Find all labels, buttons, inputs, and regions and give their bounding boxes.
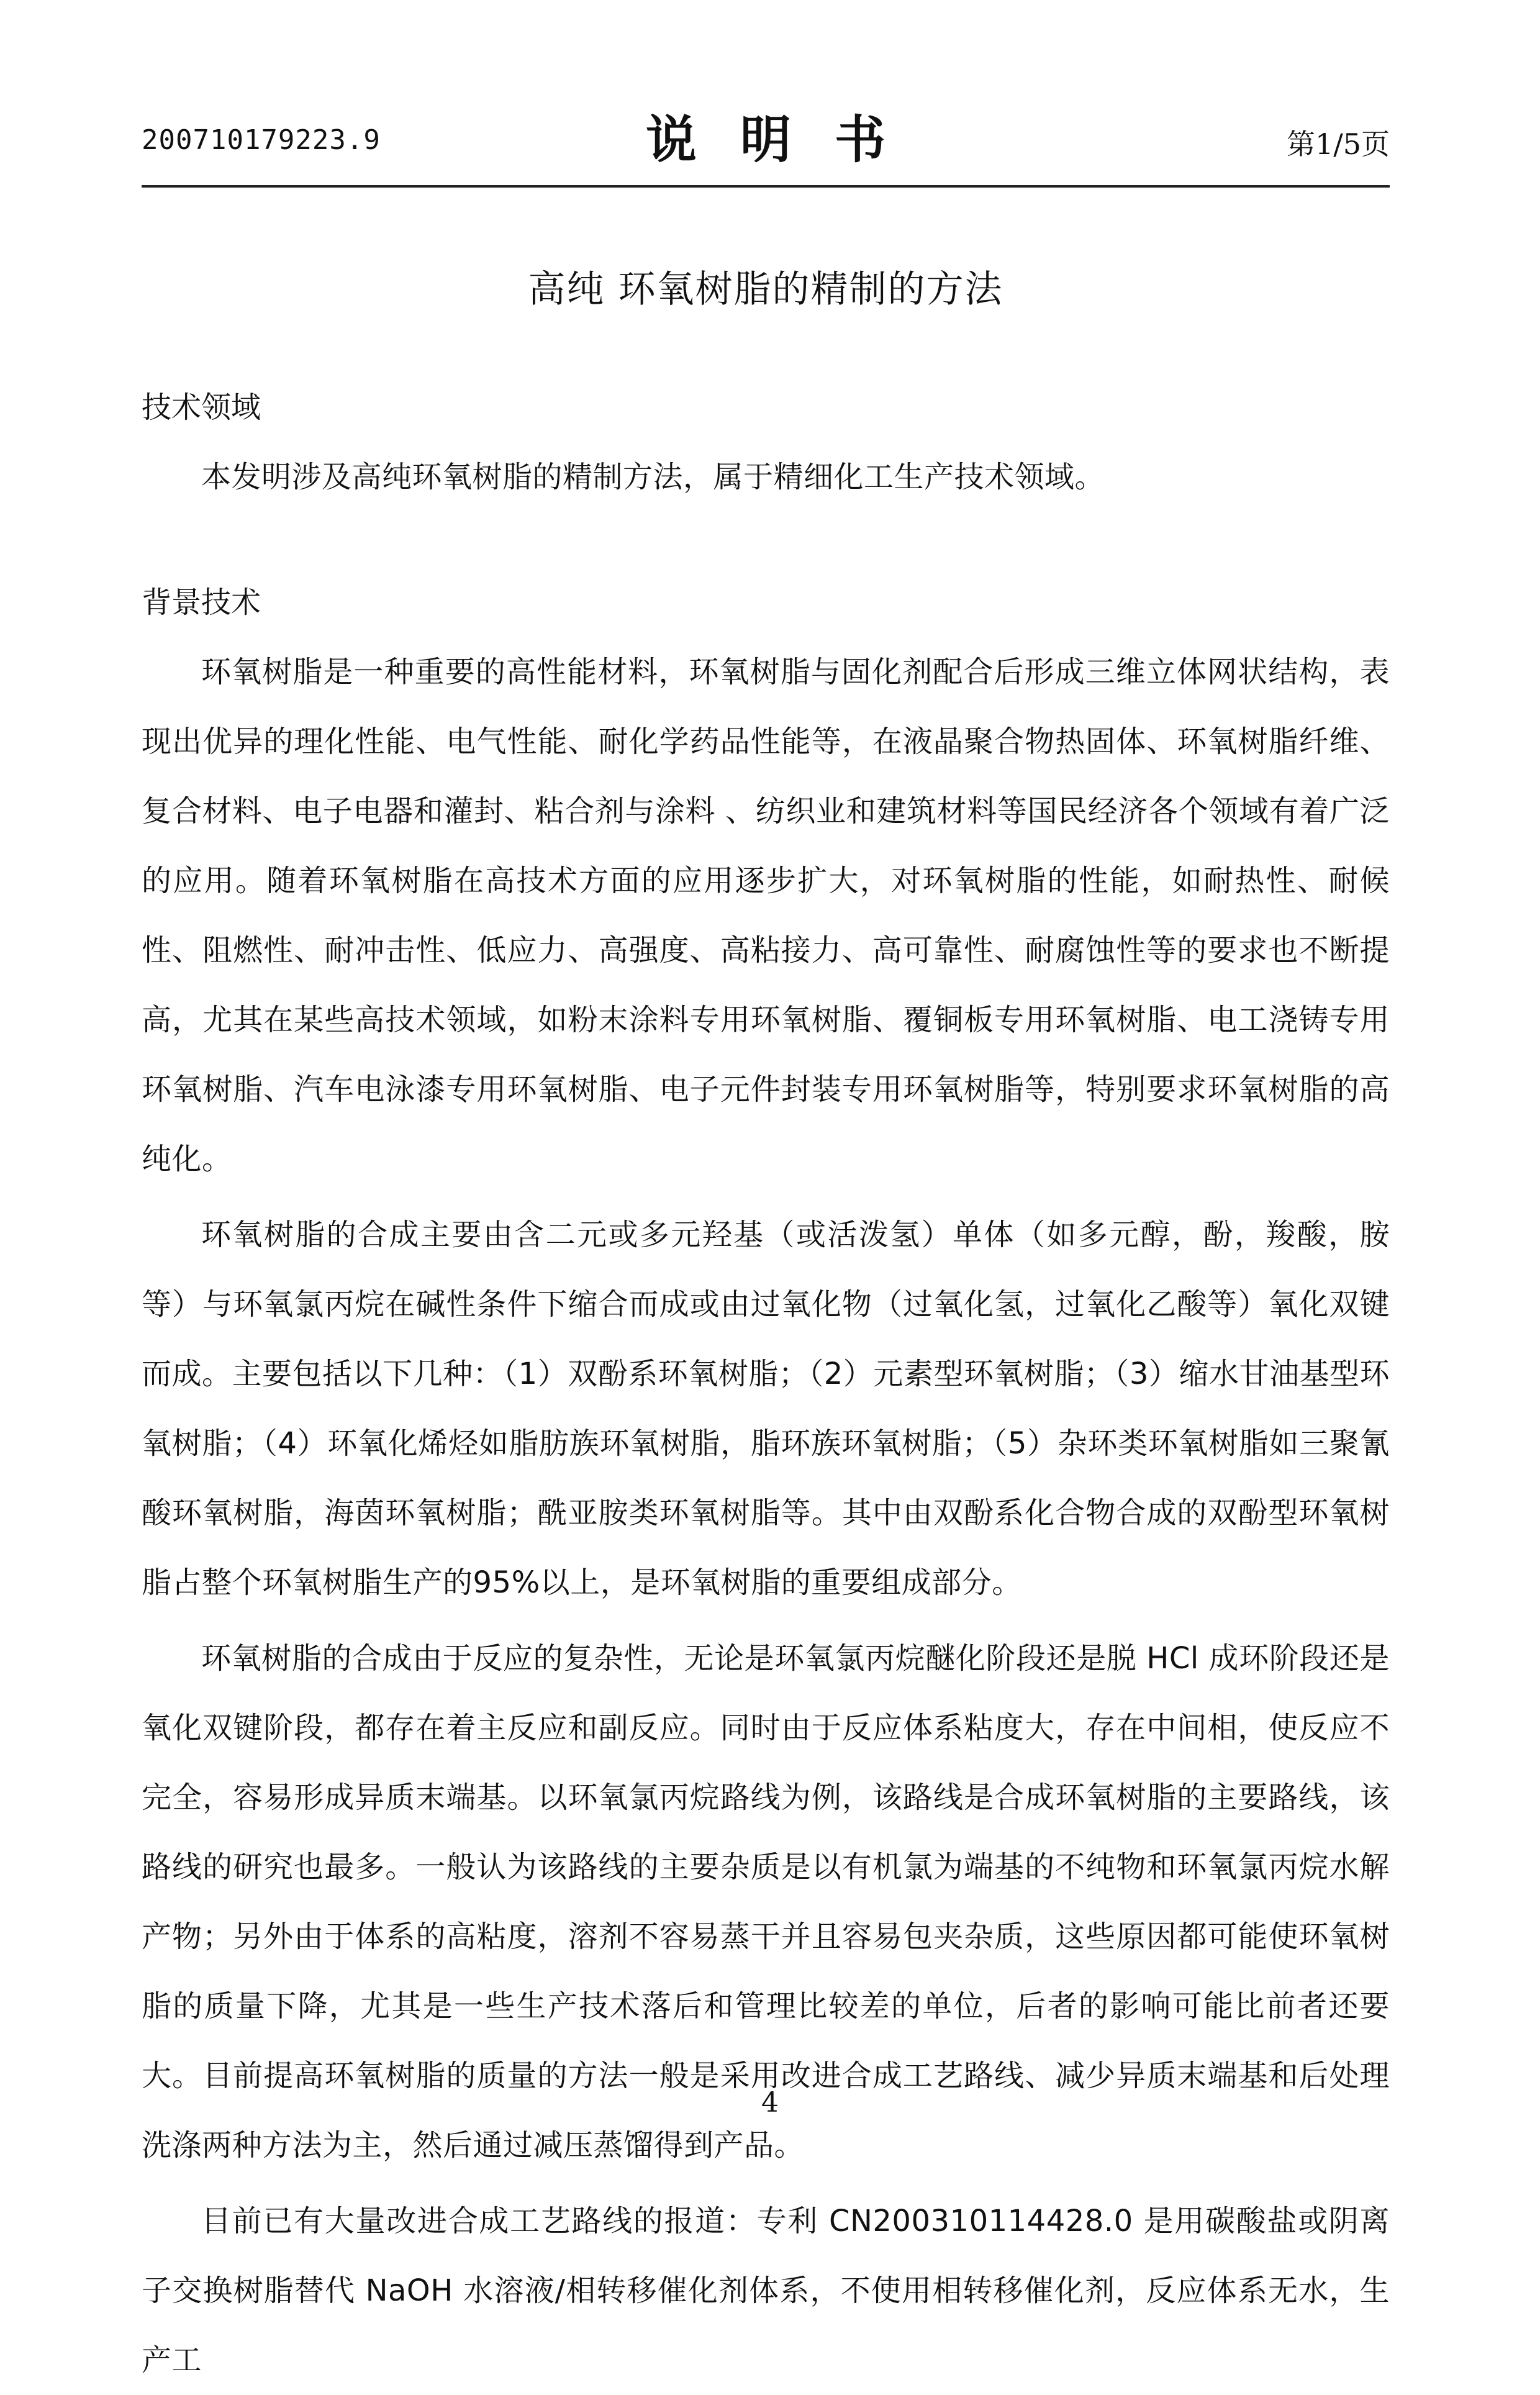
document-title: 高纯 环氧树脂的精制的方法	[528, 268, 1003, 311]
paragraph: 环氧树脂的合成主要由含二元或多元羟基（或活泼氢）单体（如多元醇，酚，羧酸，胺等）与环氧氯丙烷在碱性条件下缩合而成或由过氧化物（过氧化氢，过氧化乙酸等）氧化双键而成。主要包括以下几种：（1）双酚系环氧树脂；（2）元素型环氧树脂；（3）缩水甘油基型环氧树脂；（4）环氧化烯烃如脂肪族环氧树脂，脂环族环氧树脂；（5）杂环类环氧树脂如三聚氰酸环氧树脂，海茵环氧树脂；酰亚胺类环氧树脂等。其中由双酚系化合物合成的双酚型环氧树脂占整个环氧树脂生产的95%以上，是环氧树脂的重要组成部分。	[142, 1217, 1390, 1600]
application-number: 200710179223.9	[142, 124, 381, 156]
document-type-heading: 说明书	[645, 111, 929, 170]
paragraph: 目前已有大量改进合成工艺路线的报道：专利 CN200310114428.0 是用碳酸盐或阴离子交换树脂替代 NaOH 水溶液/相转移催化剂体系，不使用相转移催化剂，反应体系无水，生产工	[142, 2204, 1390, 2378]
page-indicator: 第1/5页	[1286, 127, 1390, 161]
page-header	[142, 99, 1390, 186]
page-number: 4	[761, 2087, 779, 2119]
section-heading-background: 背景技术	[142, 585, 261, 620]
paragraph: 环氧树脂是一种重要的高性能材料，环氧树脂与固化剂配合后形成三维立体网状结构，表现出优异的理化性能、电气性能、耐化学药品性能等，在液晶聚合物热固体、环氧树脂纤维、复合材料、电子电器和灌封、粘合剂与涂料 、纺织业和建筑材料等国民经济各个领域有着广泛的应用。随着环氧树脂在高技术方面的应用逐步扩大，对环氧树脂的性能，如耐热性、耐候性、阻燃性、耐冲击性、低应力、高强度、高粘接力、高可靠性、耐腐蚀性等的要求也不断提高，尤其在某些高技术领域，如粉末涂料专用环氧树脂、覆铜板专用环氧树脂、电工浇铸专用环氧树脂、汽车电泳漆专用环氧树脂、电子元件封装专用环氧树脂等，特别要求环氧树脂的高纯化。	[142, 655, 1390, 1176]
paragraph: 环氧树脂的合成由于反应的复杂性，无论是环氧氯丙烷醚化阶段还是脱 HCl 成环阶段还是氧化双键阶段，都存在着主反应和副反应。同时由于反应体系粘度大，存在中间相，使反应不完全，容易形成异质末端基。以环氧氯丙烷路线为例，该路线是合成环氧树脂的主要路线，该路线的研究也最多。一般认为该路线的主要杂质是以有机氯为端基的不纯物和环氧氯丙烷水解产物；另外由于体系的高粘度，溶剂不容易蒸干并且容易包夹杂质，这些原因都可能使环氧树脂的质量下降，尤其是一些生产技术落后和管理比较差的单位，后者的影响可能比前者还要大。目前提高环氧树脂的质量的方法一般是采用改进合成工艺路线、减少异质末端基和后处理洗涤两种方法为主，然后通过减压蒸馏得到产品。	[142, 1641, 1390, 2163]
section-gap	[142, 512, 1390, 568]
section-heading-technical-field: 技术领域	[142, 390, 261, 425]
paragraph: 本发明涉及高纯环氧树脂的精制方法，属于精细化工生产技术领域。	[201, 460, 1105, 494]
header-divider	[142, 185, 1390, 188]
